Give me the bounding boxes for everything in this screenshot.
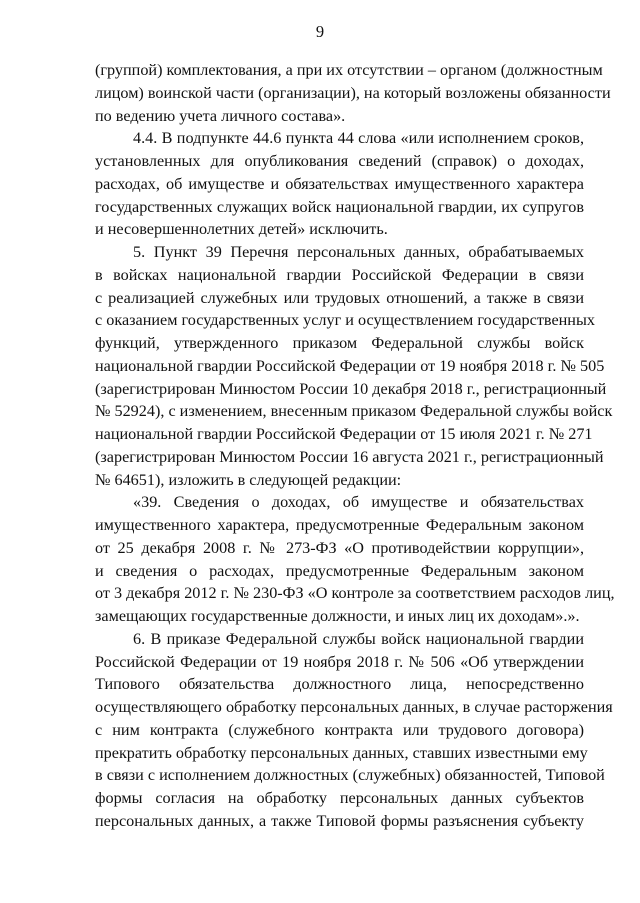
text-line: 4.4. В подпункте 44.6 пункта 44 слова «или исполнением сроков, (133, 129, 584, 148)
text-line: с ним контракта (служебного контракта или трудового договора) (95, 720, 584, 739)
text-line: в связи с исполнением должностных (служебных) обязанностей, Типовой (95, 766, 605, 785)
text-line: с оказанием государственных услуг и осуществлением государственных (95, 311, 595, 330)
text-line: по ведению учета личного состава». (95, 106, 346, 125)
text-line: (группой) комплектования, а при их отсутствии – органом (должностным (95, 61, 603, 79)
text-line: с реализацией служебных или трудовых отношений, а также в связи (95, 288, 584, 307)
text-line: государственных служащих войск национальной гвардии, их супругов (95, 197, 584, 216)
text-line: функций, утвержденного приказом Федеральной службы войск (95, 334, 584, 352)
text-line: (зарегистрирован Минюстом России 16 августа 2021 г., регистрационный (95, 447, 604, 466)
text-line: и несовершеннолетних детей» исключить. (95, 220, 388, 239)
text-line: формы согласия на обработку персональных данных субъектов (95, 789, 584, 807)
text-line: (зарегистрирован Минюстом России 10 декабря 2018 г., регистрационный (95, 379, 607, 398)
text-line: № 64651), изложить в следующей редакции: (95, 470, 402, 489)
text-line: и сведения о расходах, предусмотренные Федеральным законом (95, 561, 584, 580)
text-line: от 3 декабря 2012 г. № 230-ФЗ «О контроле за соответствием расходов лиц, (95, 584, 615, 603)
text-line: Типового обязательства должностного лица, непосредственно (95, 675, 584, 694)
text-line: замещающих государственные должности, и иных лиц их доходам».». (95, 607, 580, 625)
text-line: от 25 декабря 2008 г. № 273-ФЗ «О противодействии коррупции», (95, 538, 584, 557)
text-line: № 52924), с изменением, внесенным приказом Федеральной службы войск (95, 402, 613, 421)
text-line: расходах, об имуществе и обязательствах имущественного характера (95, 174, 584, 193)
text-line: имущественного характера, предусмотренные Федеральным законом (95, 516, 584, 534)
text-line: 6. В приказе Федеральной службы войск национальной гвардии (133, 629, 584, 648)
text-line: лицом) воинской части (организации), на который возложены обязанности (95, 83, 611, 102)
text-line: «39. Сведения о доходах, об имуществе и обязательствах (133, 493, 584, 512)
page-number: 9 (315, 22, 325, 41)
text-line: осуществляющего обработку персональных данных, в случае расторжения (95, 698, 613, 716)
text-line: персональных данных, а также Типовой формы разъяснения субъекту (95, 811, 584, 830)
text-line: национальной гвардии Российской Федерации от 15 июля 2021 г. № 271 (95, 425, 593, 443)
text-line: прекратить обработку персональных данных, ставших известными ему (95, 743, 588, 762)
text-line: 5. Пункт 39 Перечня персональных данных, обрабатываемых (133, 243, 584, 261)
text-line: установленных для опубликования сведений (справок) о доходах, (95, 152, 584, 170)
text-line: Российской Федерации от 19 ноября 2018 г. № 506 «Об утверждении (95, 652, 584, 671)
text-line: национальной гвардии Российской Федерации от 19 ноября 2018 г. № 505 (95, 356, 605, 375)
text-line: в войсках национальной гвардии Российской Федерации в связи (95, 265, 584, 284)
